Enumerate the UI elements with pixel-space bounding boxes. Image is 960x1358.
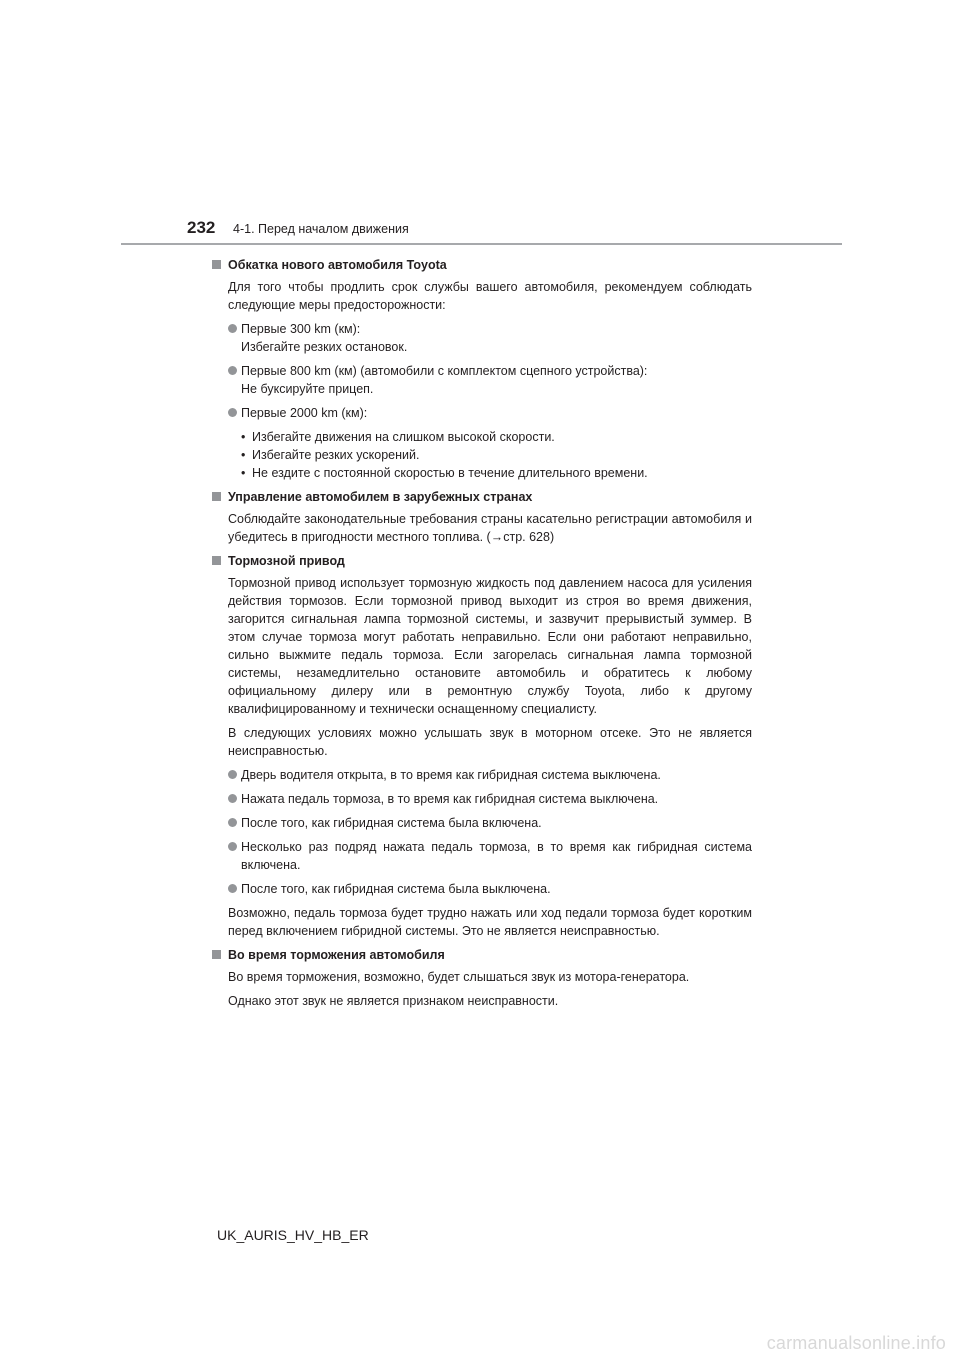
square-bullet-icon [212, 492, 221, 501]
section-heading: Обкатка нового автомобиля Toyota [212, 256, 752, 274]
list-item: Первые 800 km (км) (автомобили с комплектом сцепного устройства): Не буксируйте прицеп. [228, 362, 752, 398]
list-item: Дверь водителя открыта, в то время как гибридная система выключена. [228, 766, 752, 784]
section-heading: Тормозной привод [212, 552, 752, 570]
circle-bullet-icon [228, 818, 237, 827]
paragraph: Соблюдайте законодательные требования страны касательно регистрации автомобиля и убедитесь в пригодности местного топлива. (→стр. 628) [228, 512, 752, 544]
list-item: Первые 2000 km (км): [228, 404, 752, 422]
circle-bullet-icon [228, 884, 237, 893]
circle-bullet-icon [228, 770, 237, 779]
section-abroad [212, 488, 752, 546]
list-item: Первые 300 km (км): Избегайте резких остановок. [228, 320, 752, 356]
circle-bullet-icon [228, 794, 237, 803]
paragraph: В следующих условиях можно услышать звук в моторном отсеке. Это не является неисправностью. [228, 726, 752, 758]
list-item: Нажата педаль тормоза, в то время как гибридная система выключена. [228, 790, 752, 808]
list-item: После того, как гибридная система была включена. [228, 814, 752, 832]
sub-list-item: • Не ездите с постоянной скоростью в течение длительного времени. [241, 466, 648, 480]
list-item: После того, как гибридная система была выключена. [228, 880, 752, 898]
sub-list-item: • Избегайте движения на слишком высокой скорости. [241, 430, 555, 444]
section-break-in [212, 256, 752, 482]
header-divider [121, 243, 842, 245]
circle-bullet-icon [228, 408, 237, 417]
paragraph: Тормозной привод использует тормозную жидкость под давлением насоса для усиления действия тормозов. Если тормозной привод выходит из строя во время движения, загорится сигнальная лампа тормозной системы, и зазвучит прерывистый зуммер. В этом случае тормоза могут работать неправильно. Если они работают неправильно, сильно выжмите педаль тормоза. Если загорелась сигнальная лампа тормозной системы, незамедлительно остановите автомобиль и обратитесь к любому официальному дилеру или в ремонтную службу Toyota, либо к другому квалифицированному и технически оснащенному специалисту. [228, 576, 752, 716]
section-heading: Управление автомобилем в зарубежных странах [212, 488, 752, 506]
page-number: 232 [187, 218, 216, 237]
square-bullet-icon [212, 260, 221, 269]
section-heading: Во время торможения автомобиля [212, 946, 752, 964]
paragraph: Однако этот звук не является признаком неисправности. [228, 994, 559, 1008]
circle-bullet-icon [228, 366, 237, 375]
paragraph: Для того чтобы продлить срок службы вашего автомобиля, рекомендуем соблюдать следующие меры предосторожности: [228, 280, 752, 312]
page-content [212, 256, 752, 1016]
circle-bullet-icon [228, 842, 237, 851]
section-braking [212, 946, 752, 1010]
sub-list-item: • Избегайте резких ускорений. [241, 448, 420, 462]
circle-bullet-icon [228, 324, 237, 333]
document-code: UK_AURIS_HV_HB_ER [217, 1227, 369, 1243]
list-item: Несколько раз подряд нажата педаль тормоза, в то время как гибридная система включена. [228, 838, 752, 874]
sub-list [212, 428, 752, 482]
watermark: carmanualsonline.info [766, 1333, 946, 1353]
section-title: 4-1. Перед началом движения [233, 222, 409, 236]
paragraph: Возможно, педаль тормоза будет трудно нажать или ход педали тормоза будет коротким перед включением гибридной системы. Это не является неисправностью. [228, 906, 752, 938]
section-brake-actuator [212, 552, 752, 940]
square-bullet-icon [212, 950, 221, 959]
square-bullet-icon [212, 556, 221, 565]
paragraph: Во время торможения, возможно, будет слышаться звук из мотора-генератора. [228, 970, 690, 984]
